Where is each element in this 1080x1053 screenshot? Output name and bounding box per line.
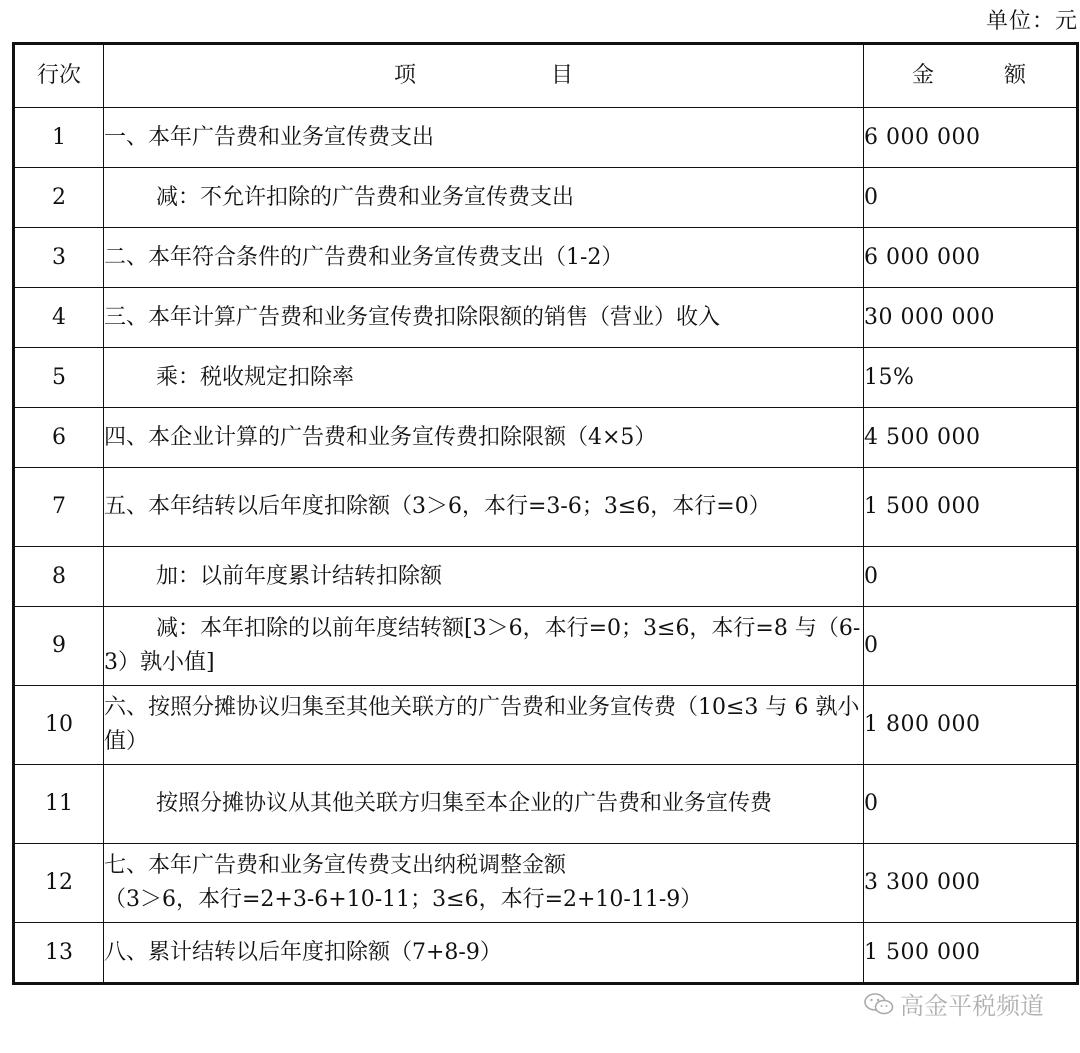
row-no: 2	[14, 168, 104, 228]
row-item: 一、本年广告费和业务宣传费支出	[104, 108, 864, 168]
header-item-b: 目	[550, 63, 573, 88]
header-amount-b: 额	[1003, 63, 1026, 88]
row-amount: 1 500 000	[864, 468, 1078, 547]
row-amount: 30 000 000	[864, 288, 1078, 348]
row-no: 13	[14, 923, 104, 984]
header-row-no: 行次	[14, 44, 104, 108]
row-no: 10	[14, 686, 104, 765]
row-no: 3	[14, 228, 104, 288]
table-row	[14, 408, 1078, 468]
row-item: 六、按照分摊协议归集至其他关联方的广告费和业务宣传费（10≤3 与 6 孰小值）	[104, 686, 864, 765]
row-item: 八、累计结转以后年度扣除额（7+8-9）	[104, 923, 864, 984]
row-item: 减：不允许扣除的广告费和业务宣传费支出	[104, 168, 864, 228]
watermark	[864, 986, 1044, 1021]
table-row	[14, 547, 1078, 607]
row-amount: 0	[864, 765, 1078, 844]
row-amount: 1 800 000	[864, 686, 1078, 765]
header-item	[104, 44, 864, 108]
row-item: 五、本年结转以后年度扣除额（3＞6，本行=3-6；3≤6，本行=0）	[104, 468, 864, 547]
row-no: 7	[14, 468, 104, 547]
header-amount-a: 金	[912, 63, 935, 88]
row-no: 11	[14, 765, 104, 844]
row-amount: 0	[864, 607, 1078, 686]
row-item: 二、本年符合条件的广告费和业务宣传费支出（1-2）	[104, 228, 864, 288]
row-no: 5	[14, 348, 104, 408]
row-amount: 0	[864, 168, 1078, 228]
row-no: 12	[14, 844, 104, 923]
tax-adjustment-table	[12, 42, 1079, 985]
row-no: 1	[14, 108, 104, 168]
row-item: 加：以前年度累计结转扣除额	[104, 547, 864, 607]
watermark-text: 高金平税频道	[900, 992, 1044, 1020]
row-item-line2: （3＞6，本行=2+3-6+10-11；3≤6，本行=2+10-11-9）	[104, 887, 703, 912]
table-row	[14, 923, 1078, 984]
row-item: 乘：税收规定扣除率	[104, 348, 864, 408]
row-amount: 3 300 000	[864, 844, 1078, 923]
unit-label: 单位：元	[985, 9, 1078, 34]
row-item: 减：本年扣除的以前年度结转额[3＞6，本行=0；3≤6，本行=8 与（6-3）孰小值]	[104, 607, 864, 686]
row-amount: 6 000 000	[864, 108, 1078, 168]
row-amount: 4 500 000	[864, 408, 1078, 468]
row-amount: 1 500 000	[864, 923, 1078, 984]
wechat-icon	[864, 993, 894, 1015]
table-row	[14, 844, 1078, 923]
table-row	[14, 765, 1078, 844]
table-row	[14, 468, 1078, 547]
row-item-line1: 七、本年广告费和业务宣传费支出纳税调整金额	[104, 853, 567, 878]
row-no: 9	[14, 607, 104, 686]
table-row	[14, 348, 1078, 408]
row-amount: 15%	[864, 348, 1078, 408]
row-no: 4	[14, 288, 104, 348]
table-row	[14, 228, 1078, 288]
row-amount: 6 000 000	[864, 228, 1078, 288]
row-no: 6	[14, 408, 104, 468]
header-item-a: 项	[394, 63, 417, 88]
row-item: 四、本企业计算的广告费和业务宣传费扣除限额（4×5）	[104, 408, 864, 468]
row-amount: 0	[864, 547, 1078, 607]
table-row	[14, 168, 1078, 228]
table-row	[14, 288, 1078, 348]
row-item	[104, 844, 864, 923]
table-row	[14, 108, 1078, 168]
row-item: 三、本年计算广告费和业务宣传费扣除限额的销售（营业）收入	[104, 288, 864, 348]
row-item: 按照分摊协议从其他关联方归集至本企业的广告费和业务宣传费	[104, 765, 864, 844]
row-no: 8	[14, 547, 104, 607]
table-row	[14, 607, 1078, 686]
table-row	[14, 686, 1078, 765]
table-header-row	[14, 44, 1078, 108]
header-amount	[864, 44, 1078, 108]
